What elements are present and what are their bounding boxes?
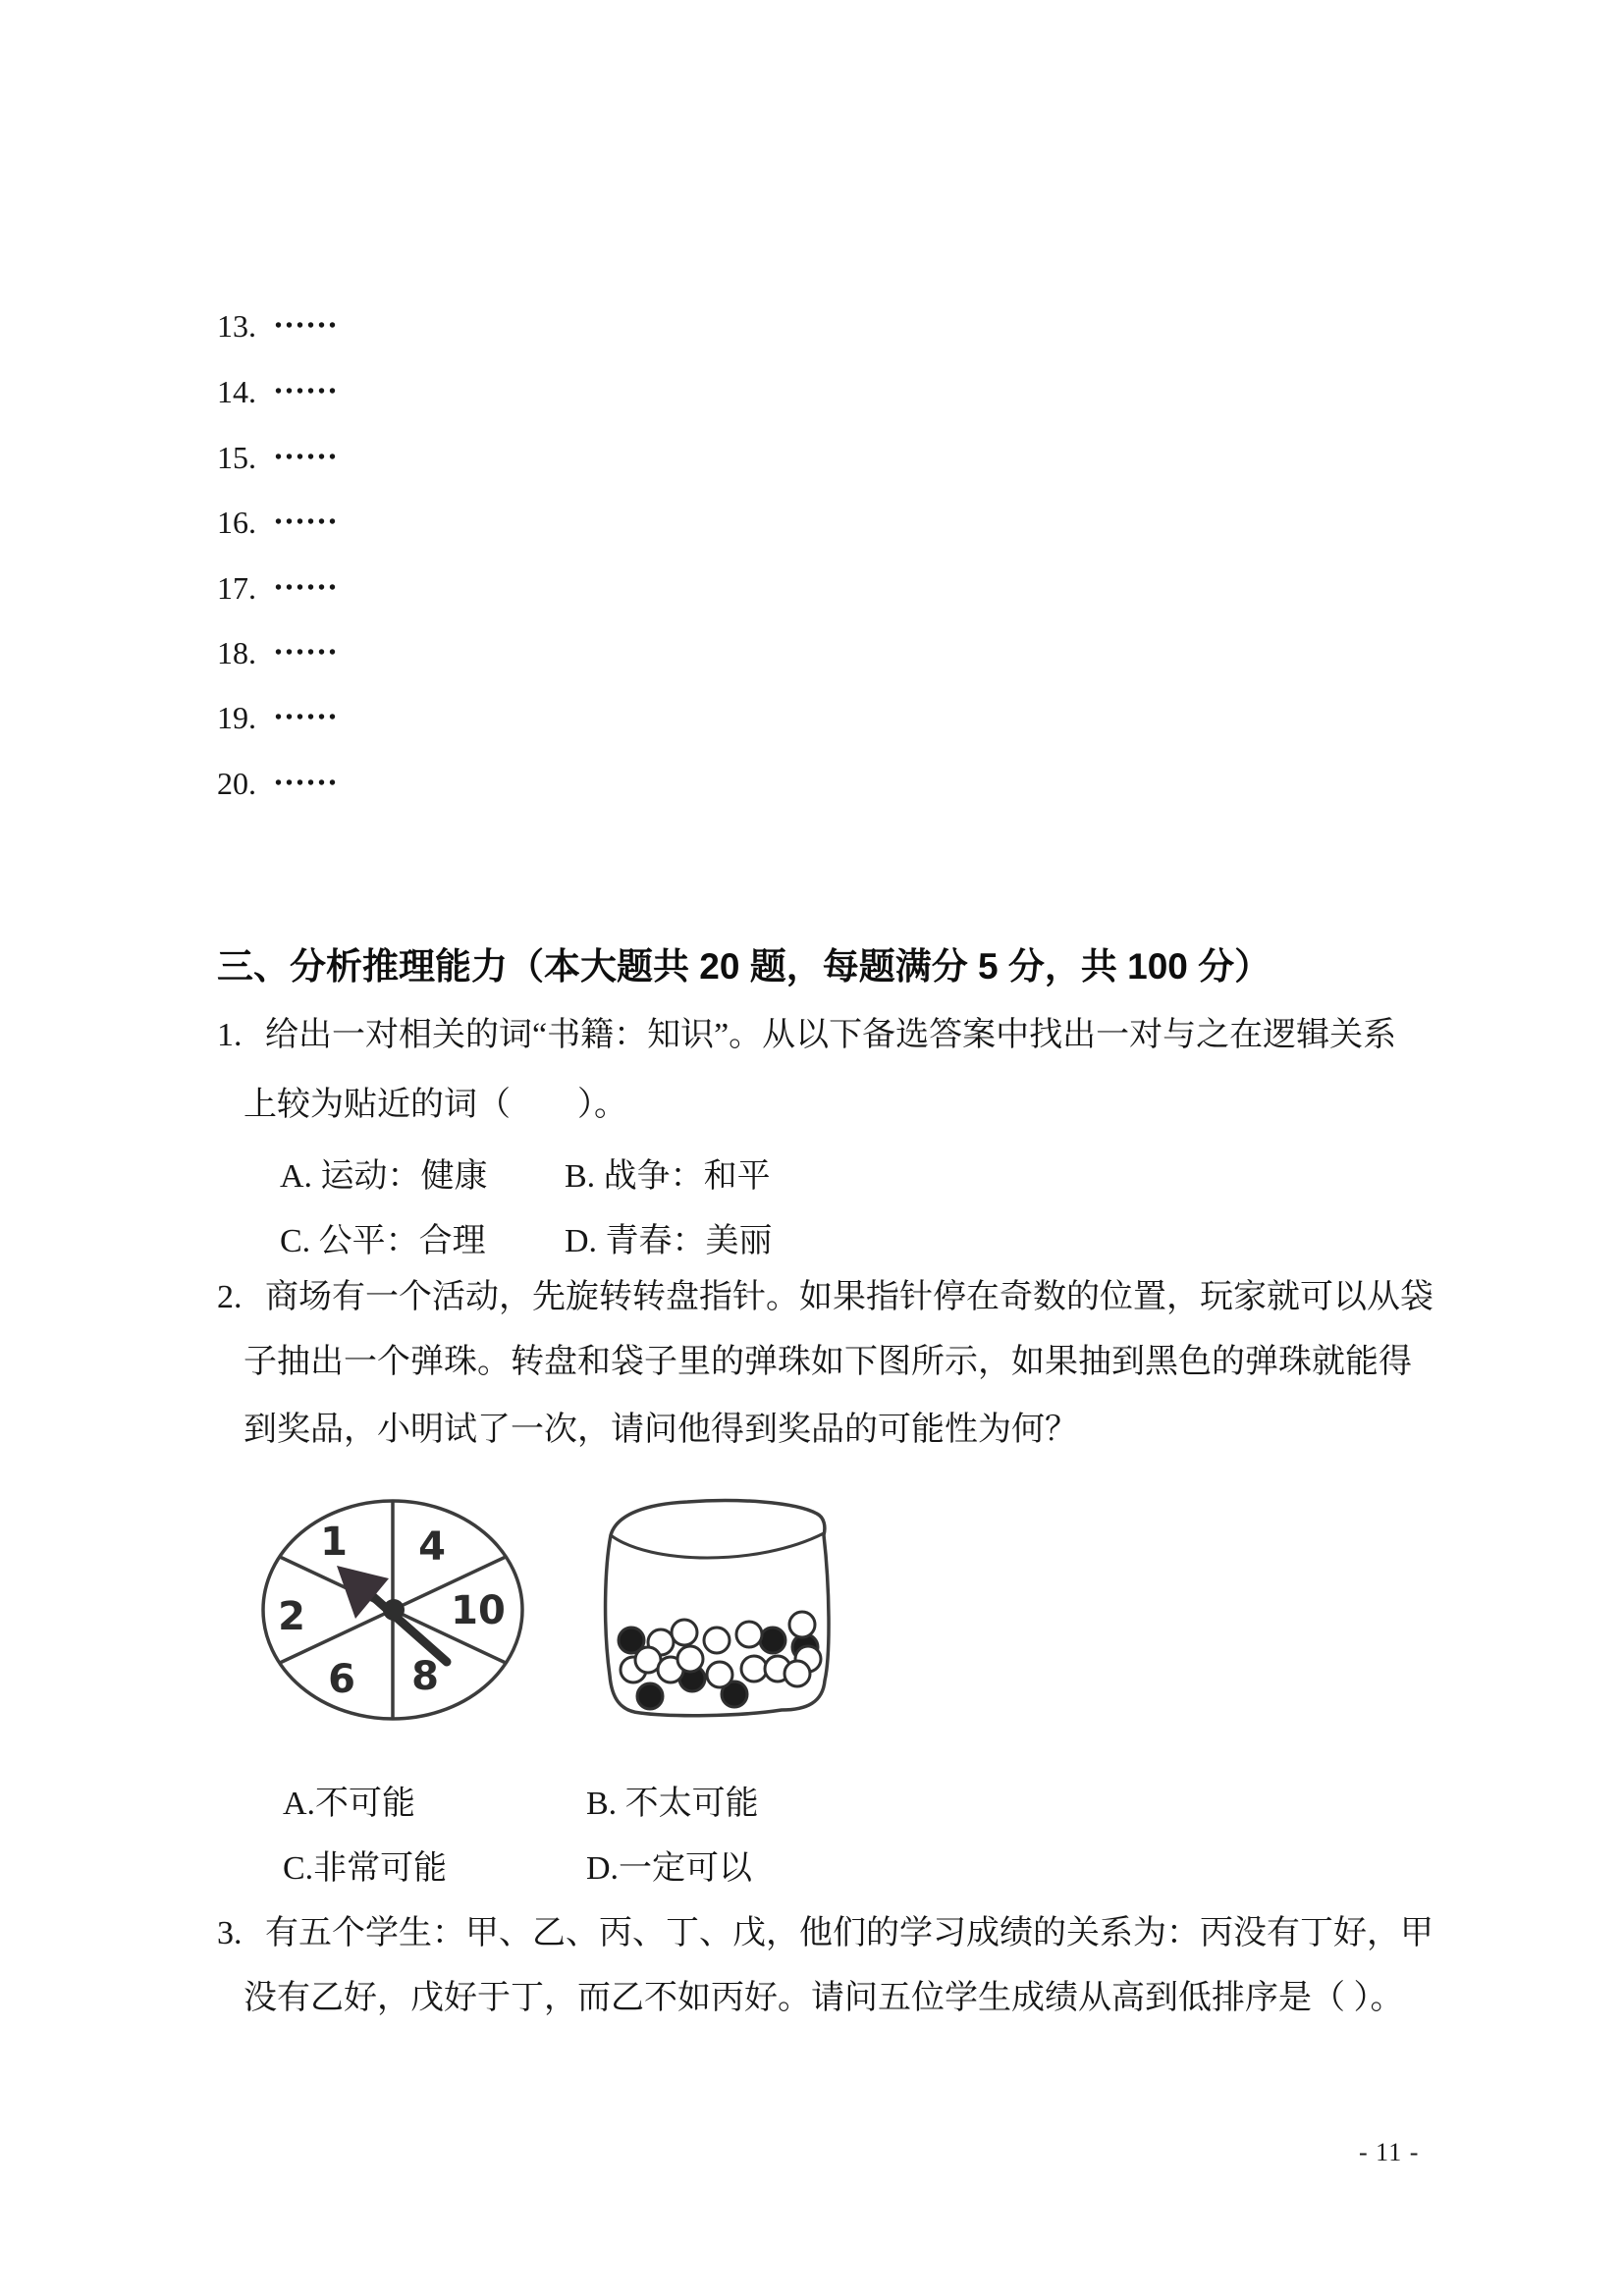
option-q2-a: A.不可能 (283, 1786, 416, 1822)
question-2-line-3 (0, 1408, 1622, 1453)
item-number: 14. (217, 374, 256, 409)
page-number: - 11 - (1359, 2138, 1420, 2166)
question-2-line-2 (0, 1340, 1622, 1385)
item-ellipsis: •••••• (275, 642, 341, 664)
option-q2-b: B. 不太可能 (586, 1786, 759, 1822)
item-ellipsis: •••••• (275, 577, 341, 599)
option-q2-c: C.非常可能 (283, 1850, 448, 1887)
question-text: 子抽出一个弹珠。转盘和袋子里的弹珠如下图所示，如果抽到黑色的弹珠就能得 (243, 1344, 1412, 1380)
question-1-line-1 (0, 1013, 1622, 1058)
item-ellipsis: •••••• (275, 707, 341, 728)
white-marble (741, 1656, 767, 1682)
list-item (0, 761, 1622, 806)
question-1-options-ab (0, 1154, 1622, 1200)
white-marble (672, 1620, 697, 1645)
spinner-sector-label: 6 (328, 1657, 355, 1702)
spinner-sector-label: 4 (418, 1524, 446, 1570)
item-number: 16. (217, 505, 256, 540)
white-marble (789, 1612, 815, 1637)
question-text: 没有乙好，戊好于丁，而乙不如丙好。请问五位学生成绩从高到低排序是（ ）。 (243, 1980, 1404, 2016)
item-number: 17. (217, 570, 256, 606)
option-q1-d: D. 青春：美丽 (565, 1223, 773, 1259)
option-q2-d: D.一定可以 (586, 1850, 753, 1887)
item-number: 20. (217, 766, 256, 801)
question-2-options-ab (0, 1782, 1622, 1827)
question-text: 上较为贴近的词（ ）。 (243, 1087, 627, 1123)
list-item (0, 630, 1622, 675)
section-heading: 三、分析推理能力（本大题共 20 题，每题满分 5 分，共 100 分） (217, 946, 1271, 987)
spinner-sector-label: 10 (451, 1588, 506, 1633)
black-marble (760, 1628, 785, 1653)
question-2-options-cd (0, 1846, 1622, 1892)
item-number: 18. (217, 635, 256, 670)
white-marble (784, 1661, 810, 1686)
option-q1-a: A. 运动：健康 (280, 1158, 488, 1195)
item-ellipsis: •••••• (275, 315, 341, 337)
question-2-line-1 (0, 1275, 1622, 1320)
question-number: 2. (217, 1279, 243, 1315)
question-1-line-2 (0, 1083, 1622, 1128)
bag-opening-fold (611, 1533, 824, 1558)
question-number: 1. (217, 1017, 243, 1053)
item-number: 13. (217, 308, 256, 344)
figure-canvas (245, 1488, 835, 1728)
question-1-options-cd (0, 1219, 1622, 1264)
question-text: 有五个学生：甲、乙、丙、丁、戊，他们的学习成绩的关系为：丙没有丁好，甲 (265, 1915, 1433, 1951)
question-3-line-1 (0, 1911, 1622, 1956)
question-2-figure (245, 1488, 835, 1728)
list-item (0, 435, 1622, 480)
list-item (0, 500, 1622, 545)
list-item (0, 303, 1622, 348)
white-marble (736, 1622, 762, 1647)
white-marble (707, 1662, 732, 1687)
white-marble (704, 1628, 730, 1653)
question-text: 商场有一个活动，先旋转转盘指针。如果指针停在奇数的位置，玩家就可以从袋 (265, 1279, 1433, 1315)
item-ellipsis: •••••• (275, 381, 341, 402)
question-number: 3. (217, 1915, 243, 1951)
item-number: 19. (217, 700, 256, 735)
item-number: 15. (217, 440, 256, 475)
list-item (0, 369, 1622, 414)
question-text: 给出一对相关的词“书籍：知识”。从以下备选答案中找出一对与之在逻辑关系 (265, 1017, 1397, 1053)
item-ellipsis: •••••• (275, 773, 341, 794)
question-3-line-2 (0, 1976, 1622, 2021)
white-marble (677, 1646, 703, 1672)
question-text: 到奖品，小明试了一次，请问他得到奖品的可能性为何？ (243, 1412, 1078, 1448)
list-item (0, 565, 1622, 611)
option-q1-b: B. 战争：和平 (565, 1158, 771, 1195)
spinner-sector-label: 1 (320, 1520, 348, 1565)
item-ellipsis: •••••• (275, 511, 341, 533)
spinner-sector-label: 8 (411, 1654, 439, 1699)
black-marble (637, 1683, 663, 1709)
marble-bag (606, 1501, 829, 1716)
list-item (0, 695, 1622, 740)
item-ellipsis: •••••• (275, 447, 341, 468)
option-q1-c: C. 公平：合理 (280, 1223, 486, 1259)
marbles-group (619, 1612, 821, 1709)
spinner-sector-label: 2 (278, 1594, 305, 1639)
